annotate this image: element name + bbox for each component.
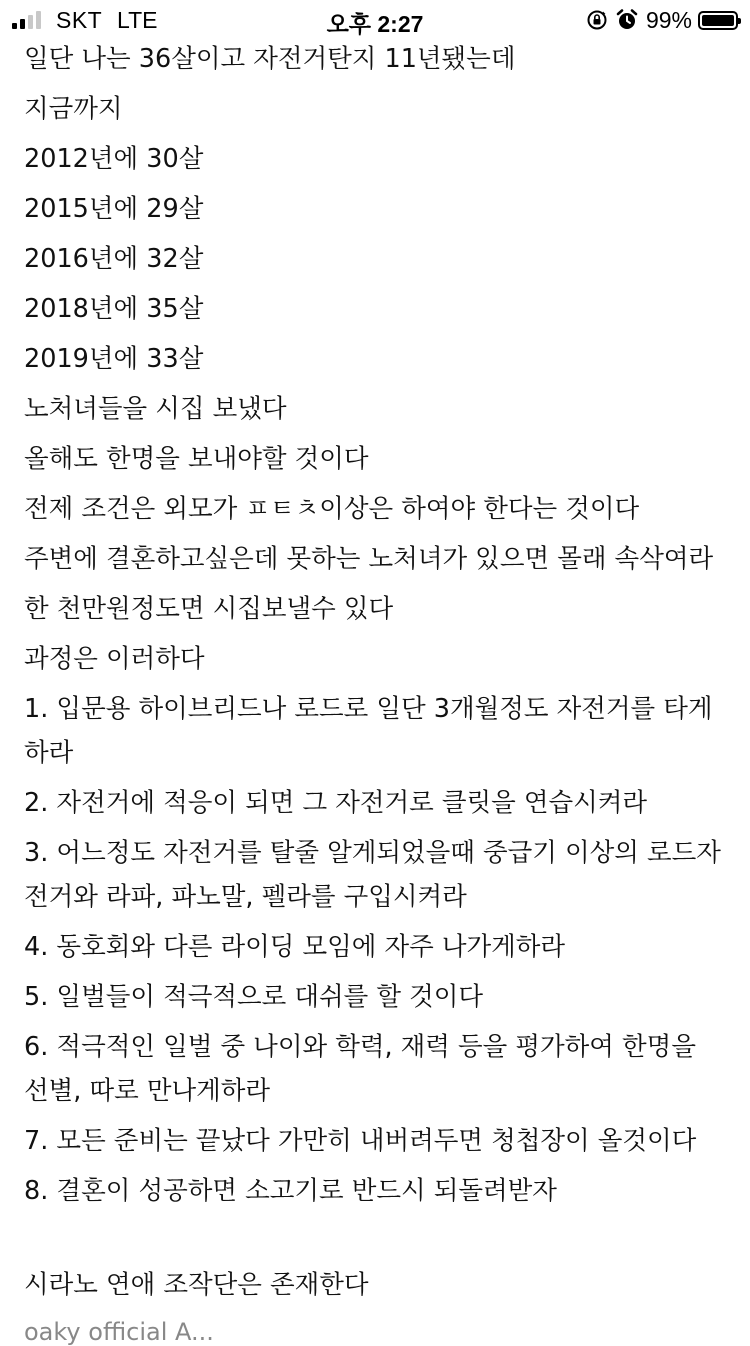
process-title: 과정은 이러하다 (24, 644, 205, 674)
process-step: 8. 결혼이 성공하면 소고기로 반드시 되돌려받자 (24, 1176, 557, 1206)
process-step: 2. 자전거에 적응이 되면 그 자전거로 클릿을 연습시켜라 (24, 788, 647, 818)
process-step: 7. 모든 준비는 끝났다 가만히 내버려두면 청첩장이 올것이다 (24, 1126, 697, 1156)
battery-percentage: 99% (645, 6, 692, 33)
network-type: LTE (117, 7, 158, 33)
history-line: 2016년에 32살 (24, 244, 204, 274)
post-so-far: 지금까지 (24, 94, 123, 124)
battery-icon (698, 11, 738, 30)
process-step: 1. 입문용 하이브리드나 로드로 일단 3개월정도 자전거를 타게하라 (24, 694, 713, 768)
process-step: 4. 동호회와 다른 라이딩 모임에 자주 나가게하라 (24, 932, 565, 962)
history-line: 2012년에 30살 (24, 144, 204, 174)
post-cost: 한 천만원정도면 시집보낼수 있다 (24, 594, 394, 624)
rotation-lock-icon (586, 9, 608, 31)
carrier-name: SKT (56, 7, 103, 33)
footer-partial-text: oaky official A... (24, 1318, 214, 1346)
history-line: 2015년에 29살 (24, 194, 204, 224)
status-right-group (586, 7, 738, 33)
battery-cap (738, 18, 741, 24)
post-this-year: 올해도 한명을 보내야할 것이다 (24, 444, 369, 474)
post-advice: 주변에 결혼하고싶은데 못하는 노처녀가 있으면 몰래 속삭여라 (24, 544, 714, 574)
clock: 오후 2:27 (326, 11, 424, 37)
battery-fill (702, 15, 734, 26)
history-line: 2018년에 35살 (24, 294, 204, 324)
blank-line (24, 1219, 724, 1263)
process-step: 3. 어느정도 자전거를 탈줄 알게되었을때 중급기 이상의 로드자전거와 라파, 파노말, 펠라를 구입시켜라 (24, 838, 721, 912)
post-body (24, 37, 724, 1313)
post-premise: 전제 조건은 외모가 ㅍㅌㅊ이상은 하여야 한다는 것이다 (24, 494, 640, 524)
history-line: 2019년에 33살 (24, 344, 204, 374)
post-sent-off: 노처녀들을 시집 보냈다 (24, 394, 287, 424)
post-closing: 시라노 연애 조작단은 존재한다 (24, 1270, 369, 1300)
status-bar (0, 0, 750, 40)
process-step: 6. 적극적인 일벌 중 나이와 학력, 재력 등을 평가하여 한명을 선별, 따로 만나게하라 (24, 1032, 696, 1106)
process-step: 5. 일벌들이 적극적으로 대쉬를 할 것이다 (24, 982, 483, 1012)
alarm-icon (616, 9, 638, 31)
post-intro: 일단 나는 36살이고 자전거탄지 11년됐는데 (24, 44, 516, 74)
